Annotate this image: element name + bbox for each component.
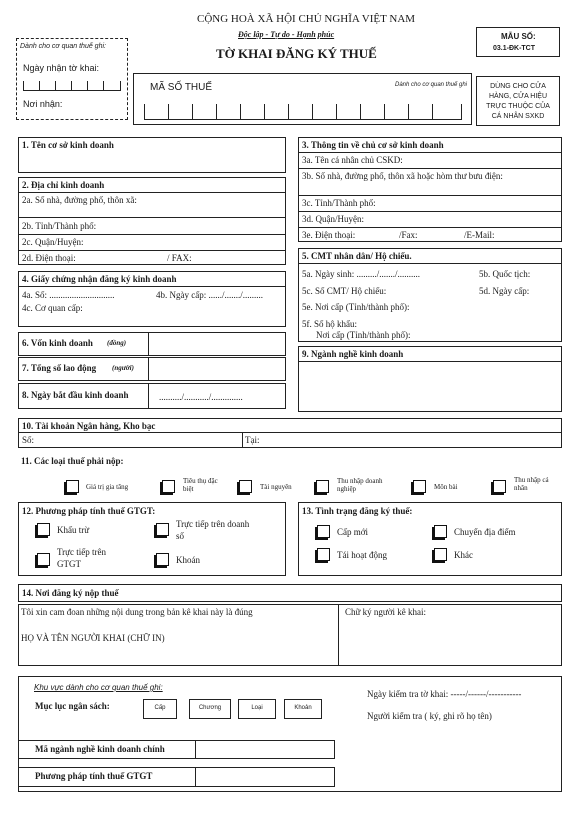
vat-method-direct-checkbox[interactable] bbox=[37, 553, 50, 566]
section-2c-label: 2c. Quận/Huyện: bbox=[22, 237, 84, 247]
section-4b-label: 4b. Ngày cấp: ....../......./......... bbox=[156, 290, 263, 300]
section-3-box bbox=[298, 137, 562, 242]
vat-method-lump-sum-label: Khoán bbox=[176, 555, 200, 565]
section-5-box bbox=[298, 248, 562, 342]
tax-type-license-checkbox[interactable] bbox=[413, 480, 426, 493]
section-6-box bbox=[18, 332, 286, 356]
section-2-fax-label: / FAX: bbox=[167, 253, 192, 263]
section-12-box bbox=[18, 502, 286, 576]
vat-method-lump-sum-checkbox[interactable] bbox=[156, 553, 169, 566]
budget-item-label: Khoản bbox=[294, 705, 312, 711]
office-receipt-box bbox=[16, 38, 128, 120]
received-date-label: Ngày nhận tờ khai: bbox=[23, 63, 99, 73]
section-5f-label: 5f. Số hộ khẩu: bbox=[302, 319, 357, 329]
tax-type-resource-checkbox[interactable] bbox=[239, 480, 252, 493]
section-7-title: 7. Tổng số lao động bbox=[22, 363, 97, 373]
signature-area[interactable] bbox=[345, 619, 559, 663]
vat-method-revenue-label: Trực tiếp trên doanh bbox=[176, 519, 250, 529]
section-10-number-label[interactable]: Số: bbox=[22, 435, 35, 445]
section-8-title: 8. Ngày bắt đầu kinh doanh bbox=[22, 390, 129, 400]
section-8-value[interactable]: ........../.........../.............. bbox=[159, 392, 243, 402]
vat-method-office-input[interactable] bbox=[196, 767, 335, 786]
section-5f-place-label: Nơi cấp (Tỉnh/thành phố): bbox=[316, 330, 411, 340]
section-11-title: 11. Các loại thuế phải nộp: bbox=[21, 456, 124, 466]
section-12-title: 12. Phương pháp tính thuế GTGT: bbox=[22, 506, 156, 516]
tax-type-excise-checkbox[interactable] bbox=[162, 480, 175, 493]
office-area-box bbox=[18, 676, 562, 792]
section-6-input[interactable] bbox=[149, 333, 285, 355]
signature-label: Chữ ký người kê khai: bbox=[345, 607, 427, 617]
check-date-label: Ngày kiểm tra tờ khai: -----/------/----------- bbox=[367, 689, 522, 699]
section-14-box[interactable] bbox=[18, 584, 562, 602]
tax-type-license-label: Môn bài bbox=[434, 483, 458, 491]
declaration-commit: Tôi xin cam đoan những nội dung trong bản kê khai này là đúng bbox=[21, 607, 253, 617]
form-title: TỜ KHAI ĐĂNG KÝ THUẾ bbox=[216, 46, 377, 61]
section-3a-label: 3a. Tên cá nhân chủ CSKD: bbox=[302, 155, 403, 165]
section-2-title: 2. Địa chỉ kinh doanh bbox=[22, 180, 105, 190]
vat-method-office-label: Phương pháp tính thuế GTGT bbox=[35, 771, 153, 781]
declarant-name-label: HỌ VÀ TÊN NGƯỜI KHAI (CHỮ IN) bbox=[21, 633, 165, 643]
section-5-title: 5. CMT nhân dân/ Hộ chiếu. bbox=[302, 251, 412, 261]
section-14-title: 14. Nơi đăng ký nộp thuế bbox=[22, 588, 119, 598]
usage-note-4: CÁ NHÂN SXKD bbox=[491, 113, 545, 120]
declaration-box bbox=[18, 604, 562, 666]
section-3b-label: 3b. Số nhà, đường phố, thôn xã hoặc hòm thư bưu điện: bbox=[302, 171, 503, 181]
section-5e-label: 5e. Nơi cấp (Tỉnh/thành phố): bbox=[302, 302, 410, 312]
budget-type-label: Loại bbox=[251, 705, 263, 711]
section-4-box bbox=[18, 271, 286, 327]
section-6-unit: (đồng) bbox=[107, 339, 127, 347]
status-other-checkbox[interactable] bbox=[434, 548, 447, 561]
tax-type-resource-label: Tài nguyên bbox=[260, 483, 292, 491]
section-1-title: 1. Tên cơ sở kinh doanh bbox=[22, 140, 114, 150]
section-13-title: 13. Tình trạng đăng ký thuế: bbox=[302, 506, 413, 516]
tax-code-office-note: Dành cho cơ quan thuế ghi bbox=[395, 82, 468, 88]
section-2a-label: 2a. Số nhà, đường phố, thôn xã: bbox=[22, 195, 137, 205]
tax-type-corporate-income-checkbox[interactable] bbox=[316, 480, 329, 493]
section-10-at-label[interactable]: Tại: bbox=[245, 435, 260, 445]
section-4a-label: 4a. Số: ............................. bbox=[22, 290, 115, 300]
section-4-title: 4. Giấy chứng nhận đăng ký kinh doanh bbox=[22, 274, 177, 284]
section-8-box bbox=[18, 383, 286, 409]
section-10-box bbox=[18, 418, 562, 448]
section-7-box bbox=[18, 357, 286, 381]
motto: Độc lập - Tự do - Hạnh phúc bbox=[238, 30, 335, 39]
industry-code-input[interactable] bbox=[196, 740, 335, 758]
tax-code-box bbox=[133, 73, 472, 125]
status-new-checkbox[interactable] bbox=[317, 525, 330, 538]
section-3-title: 3. Thông tin về chủ cơ sở kinh doanh bbox=[302, 140, 444, 150]
section-3c-label: 3c. Tỉnh/Thành phố: bbox=[302, 198, 376, 208]
office-area-heading: Khu vực dành cho cơ quan thuế ghi: bbox=[34, 683, 163, 692]
tax-type-excise-label: Tiêu thụ đặc biệt bbox=[183, 477, 218, 493]
section-13-box bbox=[298, 502, 562, 576]
country-title: CỘNG HOÀ XÃ HỘI CHỦ NGHĨA VIỆT NAM bbox=[197, 13, 416, 25]
tax-type-personal-income-checkbox[interactable] bbox=[493, 480, 506, 493]
section-2b-label: 2b. Tỉnh/Thành phố: bbox=[22, 221, 97, 231]
status-reactivate-checkbox[interactable] bbox=[317, 548, 330, 561]
vat-method-revenue-checkbox[interactable] bbox=[156, 523, 169, 536]
section-5b-label: 5b. Quốc tịch: bbox=[479, 269, 531, 279]
tax-type-vat-checkbox[interactable] bbox=[66, 480, 79, 493]
budget-type-cell[interactable] bbox=[238, 699, 276, 719]
section-5d-label: 5d. Ngày cấp: bbox=[479, 286, 530, 296]
status-other-label: Khác bbox=[454, 550, 473, 560]
section-3e-label: 3e. Điện thoại: bbox=[302, 230, 356, 240]
form-code-box bbox=[476, 27, 560, 57]
usage-note-1: DÙNG CHO CỬA bbox=[490, 83, 546, 90]
budget-index-label: Mục lục ngân sách: bbox=[35, 701, 110, 711]
received-place-label: Nơi nhận: bbox=[23, 99, 63, 109]
usage-note-2: HÀNG, CỬA HIỆU bbox=[488, 93, 548, 100]
industry-code-label: Mã ngành nghề kinh doanh chính bbox=[35, 744, 165, 754]
tax-code-field[interactable] bbox=[144, 102, 462, 120]
status-relocate-checkbox[interactable] bbox=[434, 525, 447, 538]
tax-type-vat-label: Giá trị gia tăng bbox=[86, 483, 129, 491]
office-box-heading: Dành cho cơ quan thuế ghi: bbox=[20, 43, 106, 50]
budget-item-cell[interactable] bbox=[284, 699, 322, 719]
form-code: 03.1-ĐK-TCT bbox=[493, 45, 536, 52]
vat-method-direct-label-2: GTGT bbox=[57, 559, 81, 569]
vat-method-deduction-checkbox[interactable] bbox=[37, 523, 50, 536]
tax-code-label: MÃ SỐ THUẾ bbox=[150, 82, 213, 93]
tax-type-personal-income-label: Thu nhập cá nhân bbox=[514, 476, 549, 492]
budget-level-label: Cấp bbox=[154, 705, 166, 711]
section-2d-label: 2d. Điện thoại: bbox=[22, 253, 76, 263]
section-3-email-label: /E-Mail: bbox=[464, 230, 495, 240]
tax-type-corporate-income-label: Thu nhập doanh nghiệp bbox=[337, 477, 383, 493]
budget-chapter-label: Chương bbox=[198, 705, 222, 711]
status-new-label: Cấp mới bbox=[337, 527, 369, 537]
section-7-unit: (người) bbox=[112, 364, 134, 372]
form-code-label: MẪU SỐ: bbox=[501, 32, 536, 41]
section-5c-label: 5c. Số CMT/ Hộ chiếu: bbox=[302, 286, 387, 296]
section-4c-label: 4c. Cơ quan cấp: bbox=[22, 303, 83, 313]
section-1-box[interactable] bbox=[18, 137, 286, 173]
usage-note-3: TRỰC THUỘC CỦA bbox=[486, 103, 550, 110]
section-9-box[interactable] bbox=[298, 346, 562, 412]
section-6-title: 6. Vốn kinh doanh bbox=[22, 338, 93, 348]
section-9-title: 9. Ngành nghề kinh doanh bbox=[302, 349, 404, 359]
section-10-title: 10. Tài khoản Ngân hàng, Kho bạc bbox=[22, 421, 156, 431]
section-2-box bbox=[18, 177, 286, 265]
section-3-fax-label: /Fax: bbox=[399, 230, 418, 240]
budget-chapter-cell[interactable] bbox=[189, 699, 231, 719]
status-relocate-label: Chuyển địa điểm bbox=[454, 527, 516, 537]
vat-method-revenue-label-2: số bbox=[176, 531, 185, 541]
section-5a-label: 5a. Ngày sinh: ........./......./.......... bbox=[302, 269, 420, 279]
status-reactivate-label: Tái hoạt động bbox=[337, 550, 387, 560]
section-3d-label: 3d. Quận/Huyện: bbox=[302, 214, 364, 224]
received-date-field[interactable] bbox=[23, 75, 121, 91]
section-7-input[interactable] bbox=[149, 358, 285, 380]
checker-label: Người kiểm tra ( ký, ghi rõ họ tên) bbox=[367, 711, 492, 721]
usage-note-box bbox=[476, 76, 560, 126]
vat-method-direct-label: Trực tiếp trên bbox=[57, 547, 107, 557]
vat-method-deduction-label: Khấu trừ bbox=[57, 525, 90, 535]
budget-level-cell[interactable] bbox=[143, 699, 177, 719]
